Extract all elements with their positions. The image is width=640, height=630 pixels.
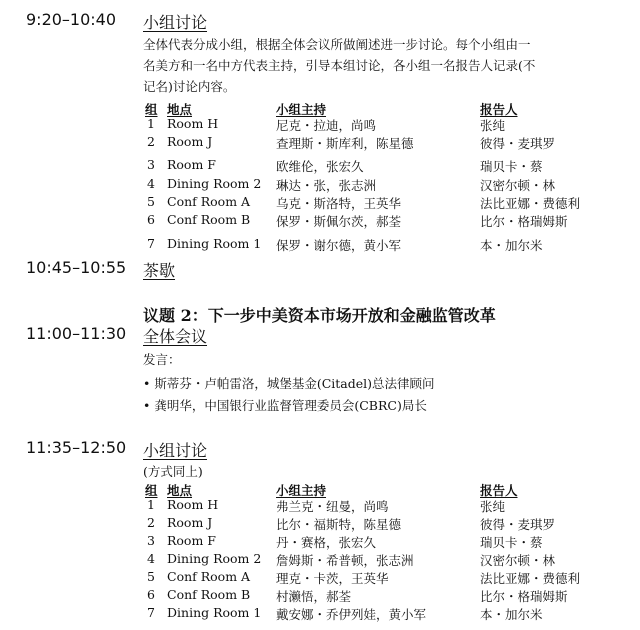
- cell-reporter: 汉密尔顿・林: [480, 553, 556, 568]
- session4-title: 小组讨论: [143, 441, 208, 460]
- cell-group: 4: [147, 551, 155, 566]
- session1-desc-line-1: 全体代表分成小组，根据全体会议所做阐述进一步讨论。每个小组由一: [143, 37, 531, 52]
- agenda-2-heading: 议题 2：下一步中美资本市场开放和金融监管改革: [143, 306, 496, 325]
- cell-hosts: 乌克・斯洛特，王英华: [276, 196, 402, 211]
- cell-location: Dining Room 2: [167, 551, 262, 566]
- cell-hosts: 弗兰克・纽曼，尚鸣: [276, 499, 389, 514]
- cell-group: 2: [147, 515, 155, 530]
- cell-reporter: 法比亚娜・费德利: [480, 571, 581, 586]
- cell-group: 6: [147, 212, 155, 227]
- cell-group: 5: [147, 569, 155, 584]
- speakers-label: 发言：: [143, 352, 181, 367]
- cell-location: Conf Room A: [167, 194, 251, 209]
- session3-time: 11:00–11:30: [26, 324, 127, 343]
- col-header-reporter: 报告人: [480, 102, 518, 117]
- cell-hosts: 丹・赛格，张宏久: [276, 535, 377, 550]
- session4-time: 11:35–12:50: [26, 438, 127, 457]
- cell-reporter: 汉密尔顿・林: [480, 178, 556, 193]
- cell-group: 7: [147, 605, 155, 620]
- cell-hosts: 查理斯・斯库利，陈星德: [276, 136, 414, 151]
- cell-reporter: 瑞贝卡・蔡: [480, 535, 543, 550]
- cell-group: 5: [147, 194, 155, 209]
- cell-group: 1: [147, 497, 155, 512]
- cell-group: 6: [147, 587, 155, 602]
- cell-hosts: 保罗・斯佩尔茨，郝荃: [276, 214, 402, 229]
- cell-location: Dining Room 1: [167, 236, 262, 251]
- session2-title: 茶歇: [143, 261, 176, 280]
- cell-hosts: 尼克・拉迪，尚鸣: [276, 118, 377, 133]
- col-header-location: 地点: [167, 483, 193, 498]
- cell-hosts: 欧维伦，张宏久: [276, 159, 364, 174]
- session4-note: (方式同上): [143, 464, 203, 479]
- cell-reporter: 彼得・麦琪罗: [480, 136, 556, 151]
- cell-location: Room H: [167, 497, 219, 512]
- cell-reporter: 张纯: [480, 118, 506, 133]
- session1-desc-line-2: 名美方和一名中方代表主持，引导本组讨论，各小组一名报告人记录(不: [143, 58, 536, 73]
- session1-time: 9:20–10:40: [26, 10, 117, 29]
- cell-group: 1: [147, 116, 155, 131]
- session2-time: 10:45–10:55: [26, 258, 127, 277]
- col-header-reporter: 报告人: [480, 483, 518, 498]
- cell-hosts: 理克・卡茨，王英华: [276, 571, 389, 586]
- cell-hosts: 保罗・谢尔德，黄小军: [276, 238, 402, 253]
- speaker-2: • 龚明华，中国银行业监督管理委员会(CBRC)局长: [143, 398, 427, 413]
- cell-reporter: 本・加尔米: [480, 238, 543, 253]
- cell-hosts: 詹姆斯・希普顿，张志洲: [276, 553, 414, 568]
- speaker-1: • 斯蒂芬・卢帕雷洛，城堡基金(Citadel)总法律顾问: [143, 376, 435, 391]
- cell-group: 3: [147, 157, 155, 172]
- col-header-hosts: 小组主持: [276, 483, 327, 498]
- cell-reporter: 本・加尔米: [480, 607, 543, 622]
- cell-reporter: 法比亚娜・费德利: [480, 196, 581, 211]
- cell-location: Room H: [167, 116, 219, 131]
- cell-reporter: 比尔・格瑞姆斯: [480, 589, 568, 604]
- cell-location: Room J: [167, 134, 213, 149]
- cell-location: Room J: [167, 515, 213, 530]
- cell-reporter: 瑞贝卡・蔡: [480, 159, 543, 174]
- cell-location: Conf Room B: [167, 212, 251, 227]
- col-header-hosts: 小组主持: [276, 102, 327, 117]
- cell-location: Dining Room 2: [167, 176, 262, 191]
- cell-location: Conf Room B: [167, 587, 251, 602]
- cell-group: 3: [147, 533, 155, 548]
- cell-reporter: 彼得・麦琪罗: [480, 517, 556, 532]
- cell-hosts: 村濑悟，郝荃: [276, 589, 352, 604]
- cell-reporter: 比尔・格瑞姆斯: [480, 214, 568, 229]
- col-header-group: 组: [145, 102, 158, 117]
- col-header-group: 组: [145, 483, 158, 498]
- session1-desc-line-3: 记名)讨论内容。: [143, 79, 236, 94]
- col-header-location: 地点: [167, 102, 193, 117]
- cell-location: Room F: [167, 157, 216, 172]
- cell-group: 2: [147, 134, 155, 149]
- session3-title: 全体会议: [143, 327, 208, 346]
- cell-hosts: 比尔・福斯特，陈星德: [276, 517, 402, 532]
- cell-location: Room F: [167, 533, 216, 548]
- cell-hosts: 琳达・张，张志洲: [276, 178, 377, 193]
- cell-location: Conf Room A: [167, 569, 251, 584]
- cell-group: 4: [147, 176, 155, 191]
- cell-location: Dining Room 1: [167, 605, 262, 620]
- cell-hosts: 戴安娜・乔伊列娃，黄小军: [276, 607, 427, 622]
- cell-reporter: 张纯: [480, 499, 506, 514]
- session1-title: 小组讨论: [143, 13, 208, 32]
- cell-group: 7: [147, 236, 155, 251]
